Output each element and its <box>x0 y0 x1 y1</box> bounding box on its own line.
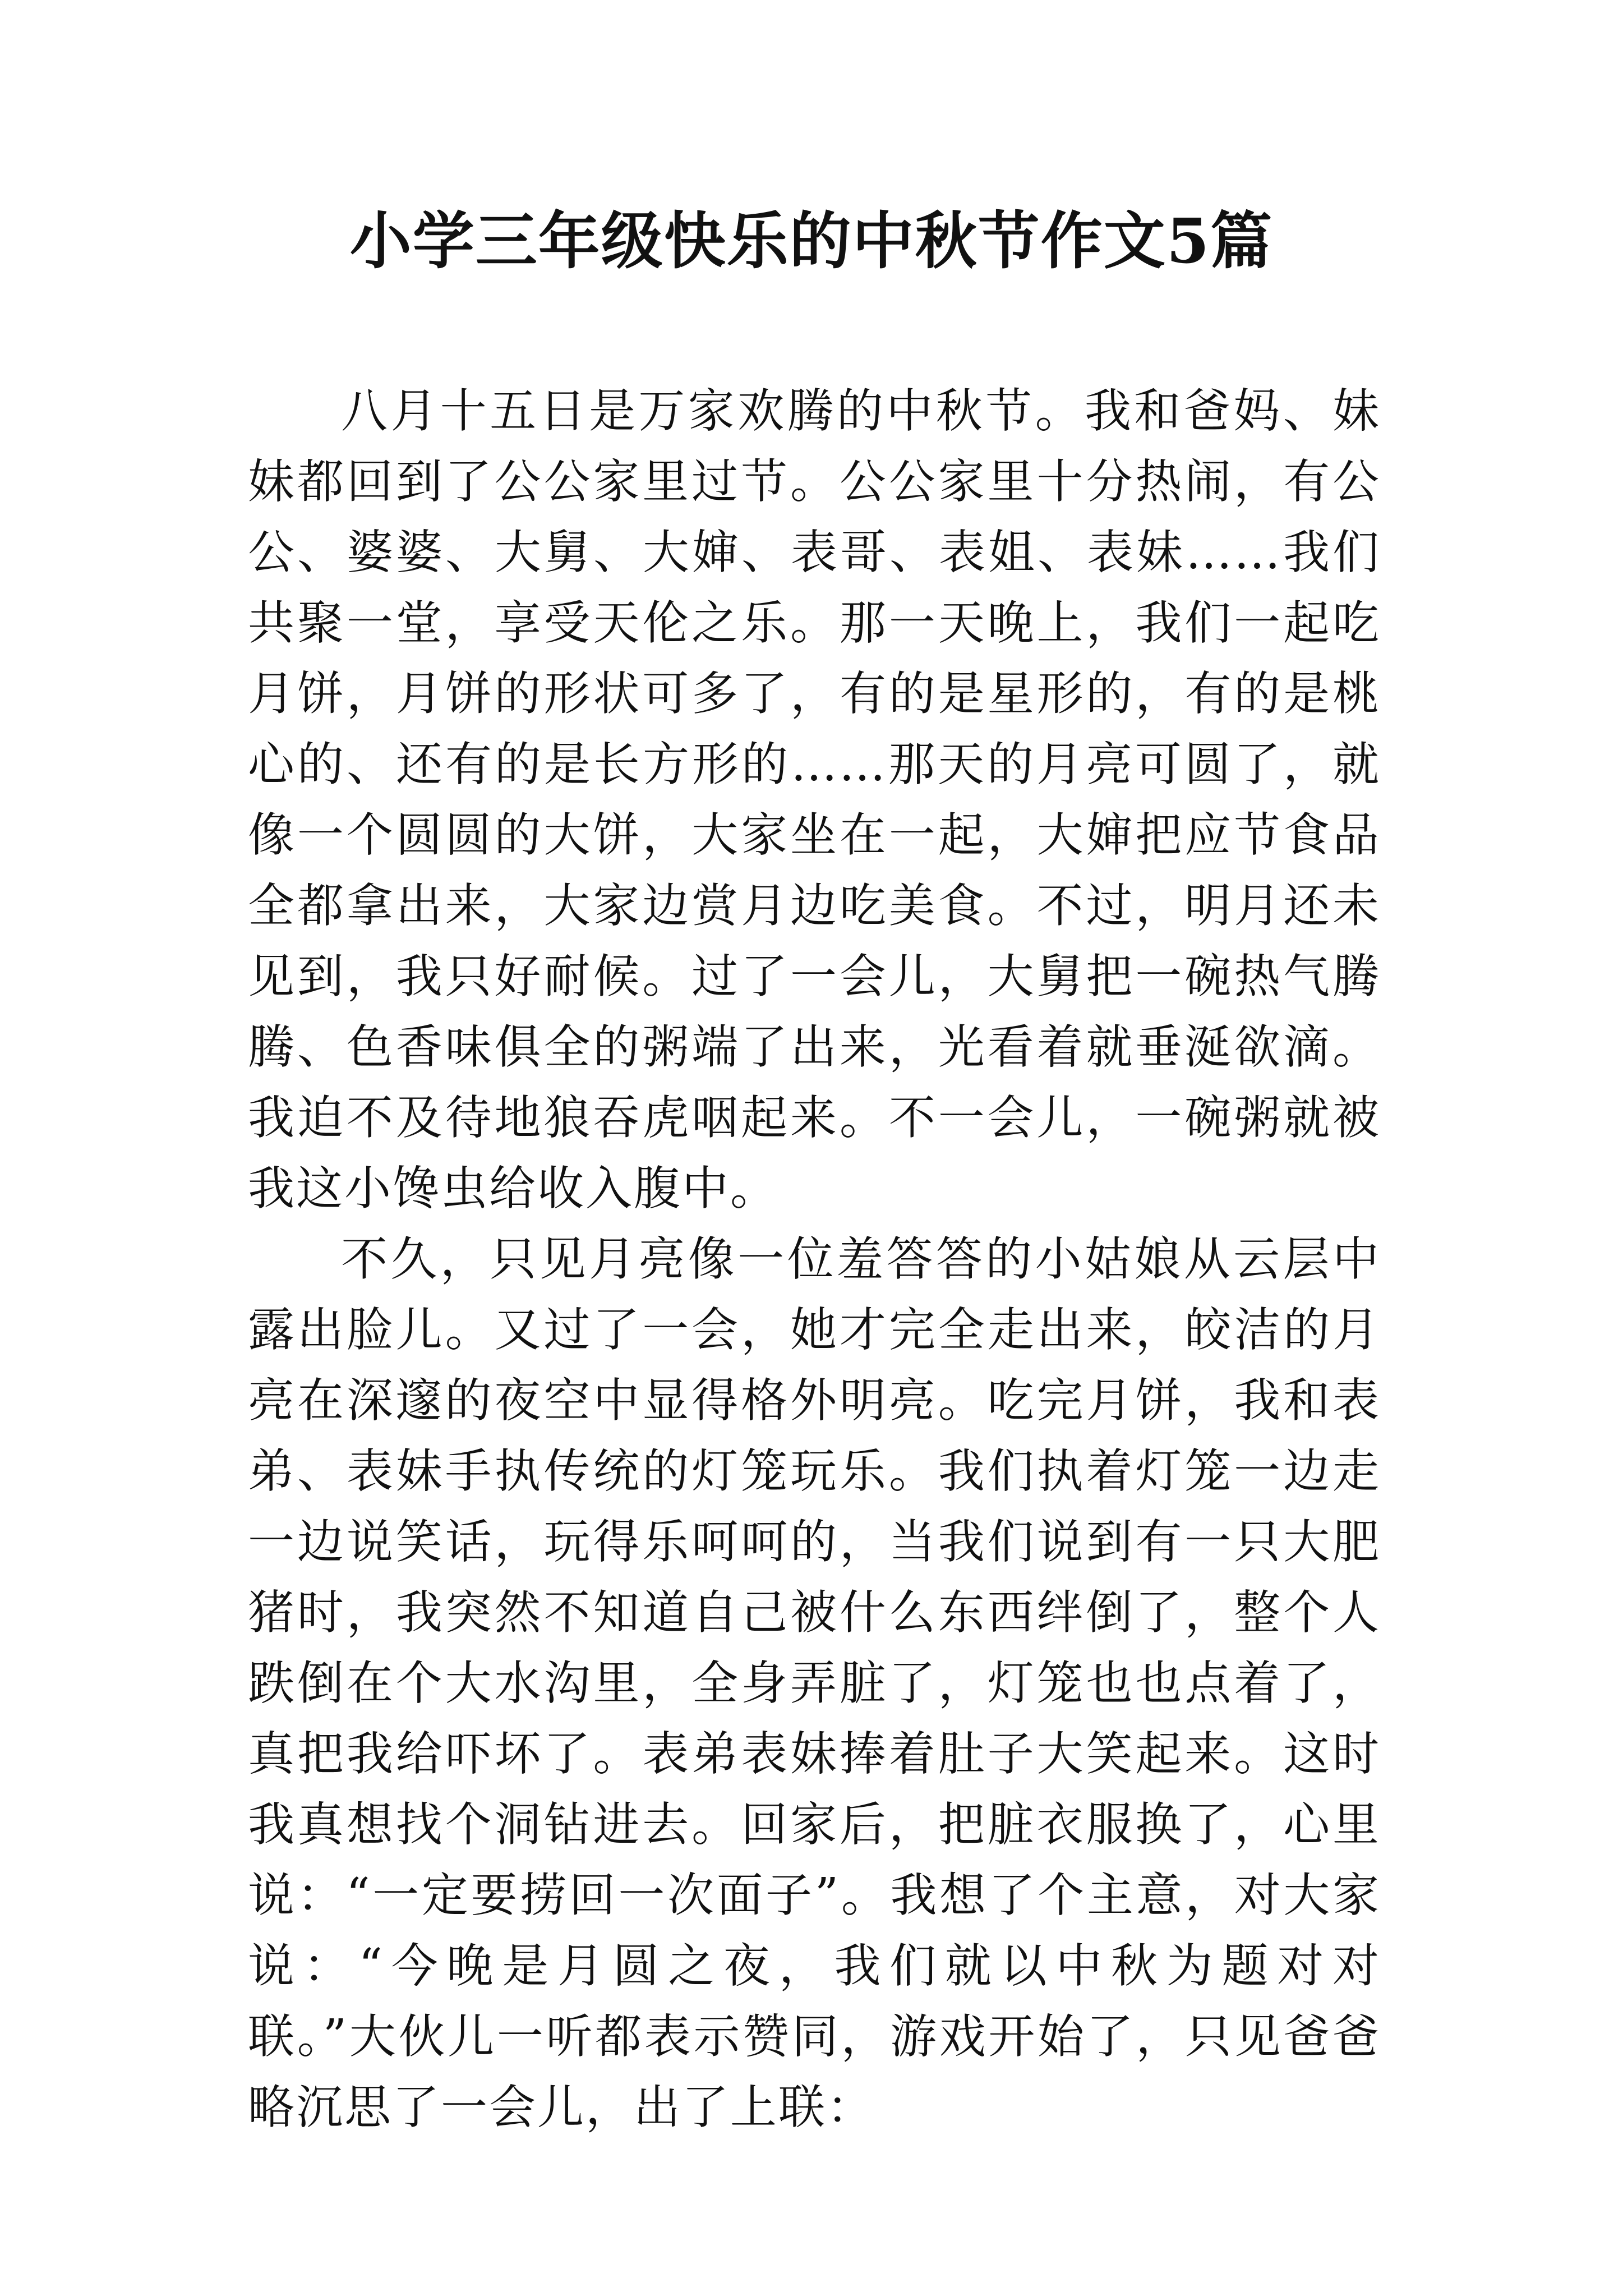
document-body <box>248 376 1381 2143</box>
paragraph-1: 八月十五日是万家欢腾的中秋节。我和爸妈、妹妹都回到了公公家里过节。公公家里十分热闹，有公公、婆婆、大舅、大婶、表哥、表姐、表妹……我们共聚一堂，享受天伦之乐。那一天晚上，我们一起吃月饼，月饼的形状可多了，有的是星形的，有的是桃心的、还有的是长方形的……那天的月亮可圆了，就像一个圆圆的大饼，大家坐在一起，大婶把应节食品全都拿出来，大家边赏月边吃美食。不过，明月还未见到，我只好耐候。过了一会儿，大舅把一碗热气腾腾、色香味俱全的粥端了出来，光看着就垂涎欲滴。我迫不及待地狼吞虎咽起来。不一会儿，一碗粥就被我这小馋虫给收入腹中。 <box>248 384 1381 1216</box>
document-title: 小学三年级快乐的中秋节作文5篇 <box>349 205 1274 277</box>
paragraph-2: 不久，只见月亮像一位羞答答的小姑娘从云层中露出脸儿。又过了一会，她才完全走出来，皎洁的月亮在深邃的夜空中显得格外明亮。吃完月饼，我和表弟、表妹手执传统的灯笼玩乐。我们执着灯笼一边走一边说笑话，玩得乐呵呵的，当我们说到有一只大肥猪时，我突然不知道自己被什么东西绊倒了，整个人跌倒在个大水沟里，全身弄脏了，灯笼也也点着了，真把我给吓坏了。表弟表妹捧着肚子大笑起来。这时我真想找个洞钻进去。回家后，把脏衣服换了，心里说：“一定要捞回一次面子”。我想了个主意，对大家说：“今晚是月圆之夜，我们就以中秋为题对对联。”大伙儿一听都表示赞同，游戏开始了，只见爸爸略沉思了一会儿，出了上联： <box>248 1232 1381 2134</box>
